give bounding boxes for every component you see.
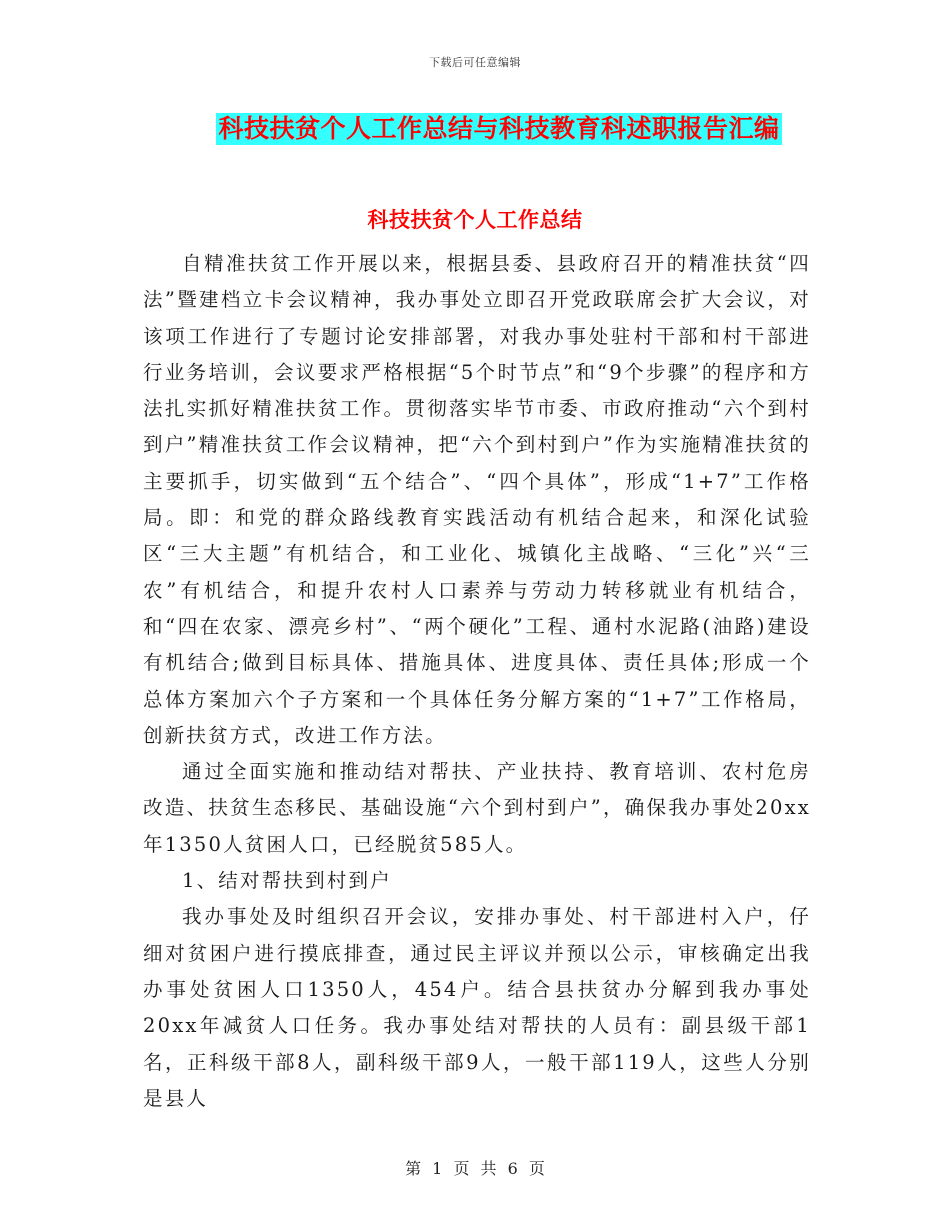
paragraph: 自精准扶贫工作开展以来，根据县委、县政府召开的精准扶贫“四法”暨建档立卡会议精神，我办事处立即召开党政联席会扩大会议，对该项工作进行了专题讨论安排部署，对我办事处驻村干部和村干部进行业务培训，会议要求严格根据“5个时节点”和“9个步骤”的程序和方法扎实抓好精准扶贫工作。贯彻落实毕节市委、市政府推动“六个到村到户”精准扶贫工作会议精神，把“六个到村到户”作为实施精准扶贫的主要抓手，切实做到“五个结合”、“四个具体”，形成“1+7”工作格局。即：和党的群众路线教育实践活动有机结合起来，和深化试验区“三大主题”有机结合，和工业化、城镇化主战略、“三化”兴“三农”有机结合，和提升农村人口素养与劳动力转移就业有机结合，和“四在农家、漂亮乡村”、“两个硬化”工程、通村水泥路(油路)建设有机结合;做到目标具体、措施具体、进度具体、责任具体;形成一个总体方案加六个子方案和一个具体任务分解方案的“1+7”工作格局，创新扶贫方式，改进工作方法。 (143, 252, 811, 747)
section-title: 科技扶贫个人工作总结 (367, 207, 583, 232)
page-number: 第 1 页 共 6 页 (405, 1159, 545, 1178)
document-title: 科技扶贫个人工作总结与科技教育科述职报告汇编 (218, 114, 780, 143)
paragraph: 通过全面实施和推动结对帮扶、产业扶持、教育培训、农村危房改造、扶贫生态移民、基础设施“六个到村到户”，确保我办事处20xx年1350人贫困人口，已经脱贫585人。 (143, 760, 811, 856)
paragraph-heading: 1、结对帮扶到村到户 (182, 869, 392, 893)
paragraph: 我办事处及时组织召开会议，安排办事处、村干部进村入户，仔细对贫困户进行摸底排查，通过民主评议并预以公示，审核确定出我办事处贫困人口1350人，454户。结合县扶贫办分解到我办事处20xx年减贫人口任务。我办事处结对帮扶的人员有：副县级干部1名，正科级干部8人，副科级干部9人，一般干部119人，这些人分别是县人 (143, 905, 811, 1110)
document-title-container (0, 113, 950, 145)
page-header-note: 下载后可任意编辑 (429, 56, 521, 69)
document-body (143, 246, 811, 1117)
